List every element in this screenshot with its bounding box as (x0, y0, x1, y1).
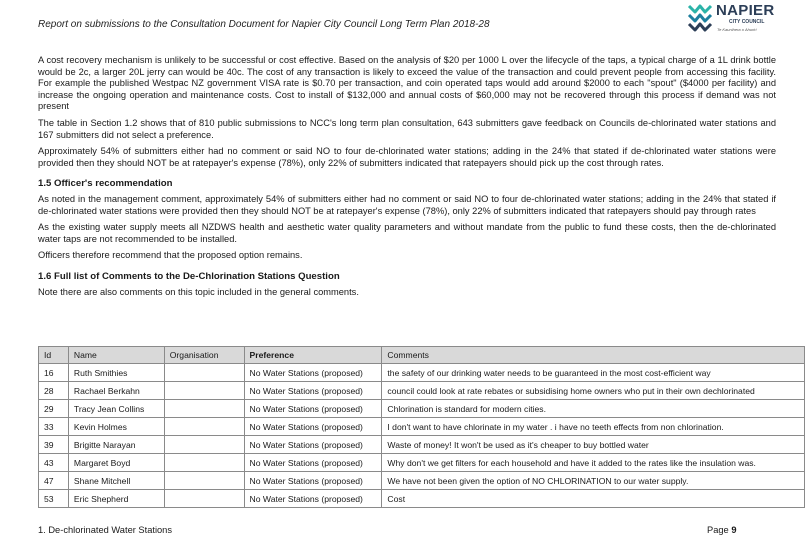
table-row (39, 454, 805, 472)
cell-comment: Chlorination is standard for modern cities. (382, 400, 805, 418)
cell-preference: No Water Stations (proposed) (244, 490, 382, 508)
paragraph-recommendation: Officers therefore recommend that the proposed option remains. (38, 250, 303, 261)
cell-id: 43 (39, 454, 69, 472)
cell-organisation (164, 436, 244, 454)
cell-name: Eric Shepherd (68, 490, 164, 508)
cell-name: Kevin Holmes (68, 418, 164, 436)
heading-full-list-comments: 1.6 Full list of Comments to the De-Chlorination Stations Question (38, 270, 340, 282)
column-header-id: Id (39, 347, 69, 364)
cell-preference: No Water Stations (proposed) (244, 436, 382, 454)
cell-organisation (164, 382, 244, 400)
heading-officers-recommendation: 1.5 Officer's recommendation (38, 178, 173, 190)
logo-motto: Te Kaunihera o Ahuriri (717, 27, 757, 32)
cell-organisation (164, 490, 244, 508)
cell-id: 39 (39, 436, 69, 454)
paragraph-submissions-summary: The table in Section 1.2 shows that of 810 public submissions to NCC's long term plan consultation, 643 submitters gave feedback on Councils de-chlorinated water stations and 167 submitters did not select a preference. (38, 117, 776, 140)
footer-section-title: 1. De-chlorinated Water Stations (38, 525, 173, 535)
cell-comment: We have not been given the option of NO CHLORINATION to our water supply. (382, 472, 805, 490)
paragraph-cost-recovery: A cost recovery mechanism is unlikely to be successful or cost effective. Based on the analysis of $20 per 1000 L over the lifecycle of the taps, a typical charge of a 1L drink bottle would be 2c, a larger 20L jerry can would be 40c. The cost of any transaction is likely to exceed the value of the transaction and could prevent people from accessing this facility. For example the published Westpac NZ government VISA rate is $0.70 per transaction, and coin operated taps would add around $2000 to each "spout" ($4000 per facility) and increase the ongoing operation and maintenance costs. Cost to install of $132,000 and annual costs of $60,000 may not be recovered through this process if demand was not present (38, 55, 776, 112)
cell-id: 16 (39, 364, 69, 382)
table-row (39, 436, 805, 454)
table-row (39, 400, 805, 418)
cell-organisation (164, 400, 244, 418)
cell-preference: No Water Stations (proposed) (244, 382, 382, 400)
cell-preference: No Water Stations (proposed) (244, 418, 382, 436)
cell-comment: the safety of our drinking water needs to be guaranteed in the most cost-efficient way (382, 364, 805, 382)
cell-comment: Cost (382, 490, 805, 508)
cell-id: 47 (39, 472, 69, 490)
paragraph-management-comment: As noted in the management comment, approximately 54% of submitters either had no comment or said NO to four de-chlorinated water stations; adding in the 24% that stated if de-chlorinated water stations were provided then they should NOT be at ratepayer's expense (78%), only 22% of submitters indicated that ratepayers should pay through rates (38, 193, 776, 216)
cell-id: 33 (39, 418, 69, 436)
cell-id: 29 (39, 400, 69, 418)
footer-page-number (707, 525, 736, 535)
table-row (39, 490, 805, 508)
cell-preference: No Water Stations (proposed) (244, 454, 382, 472)
cell-name: Shane Mitchell (68, 472, 164, 490)
column-header-comments: Comments (382, 347, 805, 364)
cell-name: Rachael Berkahn (68, 382, 164, 400)
cell-name: Margaret Boyd (68, 454, 164, 472)
cell-preference: No Water Stations (proposed) (244, 400, 382, 418)
cell-comment: council could look at rate rebates or subsidising home owners who put in their own dechlorinated (382, 382, 805, 400)
cell-comment: Why don't we get filters for each household and have it added to the rates like the insulation was. (382, 454, 805, 472)
table-header-row (39, 347, 805, 364)
napier-city-council-logo (686, 2, 798, 38)
cell-organisation (164, 472, 244, 490)
logo-subtitle: CITY COUNCIL (729, 19, 765, 25)
wave-icon (686, 2, 714, 36)
cell-preference: No Water Stations (proposed) (244, 364, 382, 382)
table-row (39, 418, 805, 436)
column-header-organisation: Organisation (164, 347, 244, 364)
comments-table (38, 346, 805, 508)
cell-name: Brigitte Narayan (68, 436, 164, 454)
cell-comment: I don't want to have chlorinate in my water . i have no teeth effects from non chlorination. (382, 418, 805, 436)
cell-name: Tracy Jean Collins (68, 400, 164, 418)
cell-comment: Waste of money! It won't be used as it's cheaper to buy bottled water (382, 436, 805, 454)
cell-id: 28 (39, 382, 69, 400)
page-header-title: Report on submissions to the Consultation Document for Napier City Council Long Term Plan 2018-28 (38, 19, 490, 30)
cell-organisation (164, 364, 244, 382)
logo-name: NAPIER (716, 2, 775, 19)
table-row (39, 364, 805, 382)
table-row (39, 382, 805, 400)
table-row (39, 472, 805, 490)
cell-organisation (164, 454, 244, 472)
column-header-preference: Preference (244, 347, 382, 364)
page-number: 9 (731, 525, 737, 535)
document-body (38, 55, 776, 303)
paragraph-percentages: Approximately 54% of submitters either had no comment or said NO to four de-chlorinated water stations; adding in the 24% that stated if de-chlorinated water stations were provided then they should NOT be at ratepayer's expense (78%), only 22% of submitters indicated that ratepayers should pick up the cost through rates. (38, 146, 776, 168)
page-label: Page (707, 525, 729, 535)
cell-preference: No Water Stations (proposed) (244, 472, 382, 490)
cell-name: Ruth Smithies (68, 364, 164, 382)
paragraph-note: Note there are also comments on this topic included in the general comments. (38, 286, 359, 297)
cell-id: 53 (39, 490, 69, 508)
paragraph-water-supply: As the existing water supply meets all NZDWS health and aesthetic water quality parameters and without mandate from the public to fund these costs, then the de-chlorinated water taps are not recommended to be installed. (38, 222, 776, 244)
column-header-name: Name (68, 347, 164, 364)
cell-organisation (164, 418, 244, 436)
